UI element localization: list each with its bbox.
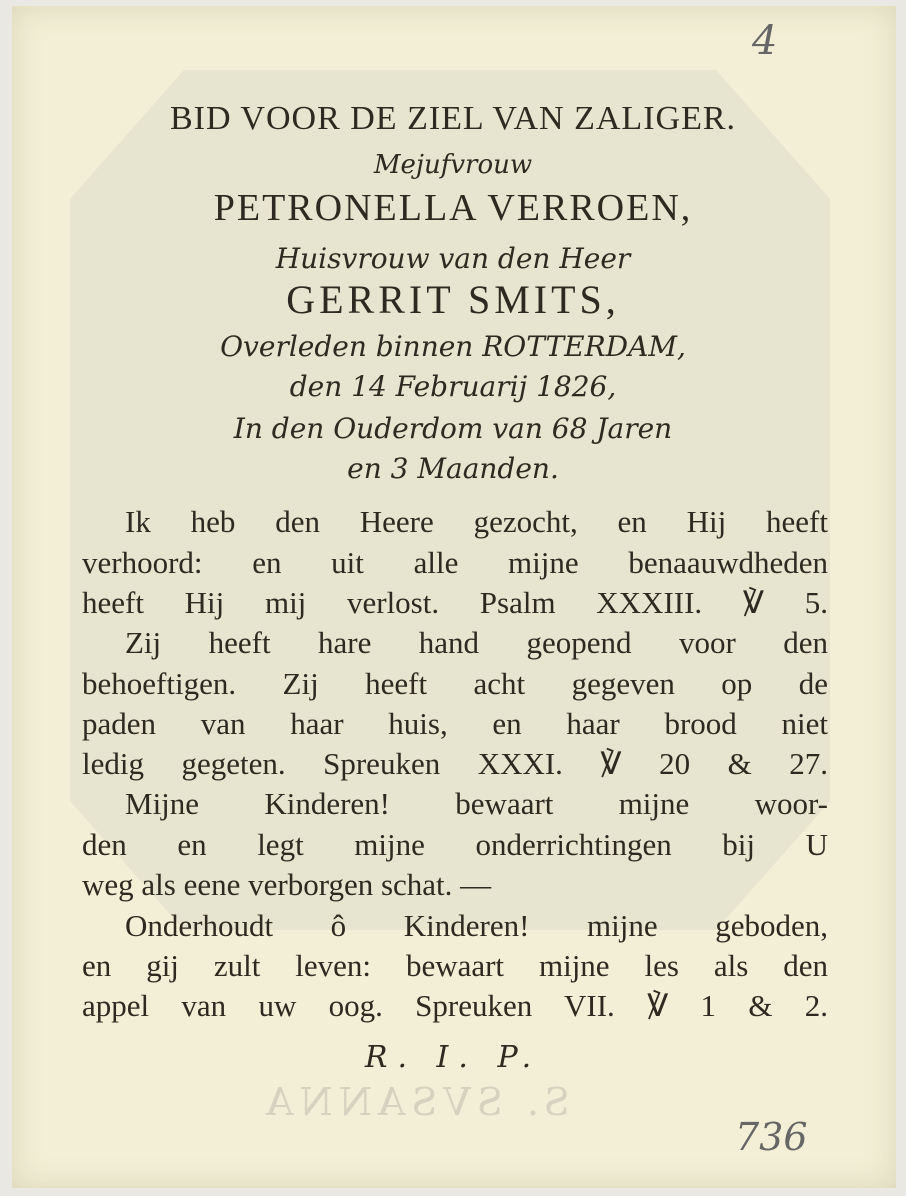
handwritten-mark-top: 4 [752,18,778,64]
body-line: ledig gegeten. Spreuken XXXI. ℣ 20 & 27. [82,746,828,781]
handwritten-number: 736 [735,1115,808,1159]
body-line: den en legt mijne onderrichtingen bij U [82,827,828,862]
body-line: weg als eene verborgen schat. — [82,867,492,902]
death-place: Overleden binnen ROTTERDAM, [220,330,686,363]
deceased-name: PETRONELLA VERROEN, [213,187,693,229]
body-line: Ik heb den Heere gezocht, en Hij heeft [125,504,828,539]
age-line-1: In den Ouderdom van 68 Jaren [233,412,673,445]
body-line: verhoord: en uit alle mijne benaauwdheden [82,545,828,580]
relation-line: Huisvrouw van den Heer [275,242,631,275]
body-line: appel van uw oog. Spreuken VII. ℣ 1 & 2. [82,988,828,1023]
age-line-2: en 3 Maanden. [347,452,559,485]
body-line: heeft Hij mij verlost. Psalm XXXIII. ℣ 5. [82,585,828,620]
death-date: den 14 Februarij 1826, [289,370,617,403]
prayer-heading: BID VOOR DE ZIEL VAN ZALIGER. [169,100,737,137]
honorific: Mejufvrouw [373,150,533,180]
body-line: Mijne Kinderen! bewaart mijne woor- [125,786,828,821]
body-line: Zij heeft hare hand geopend voor den [125,625,828,660]
show-through-text: S. SVSANNA [260,1080,570,1124]
body-line: behoeftigen. Zij heeft acht gegeven op de [82,666,828,701]
husband-name: GERRIT SMITS, [286,277,620,322]
rip-footer: R. I. P. [364,1040,542,1075]
body-line: Onderhoudt ô Kinderen! mijne geboden, [125,908,828,943]
body-line: paden van haar huis, en haar brood niet [82,706,828,741]
body-line: en gij zult leven: bewaart mijne les als den [82,948,828,983]
